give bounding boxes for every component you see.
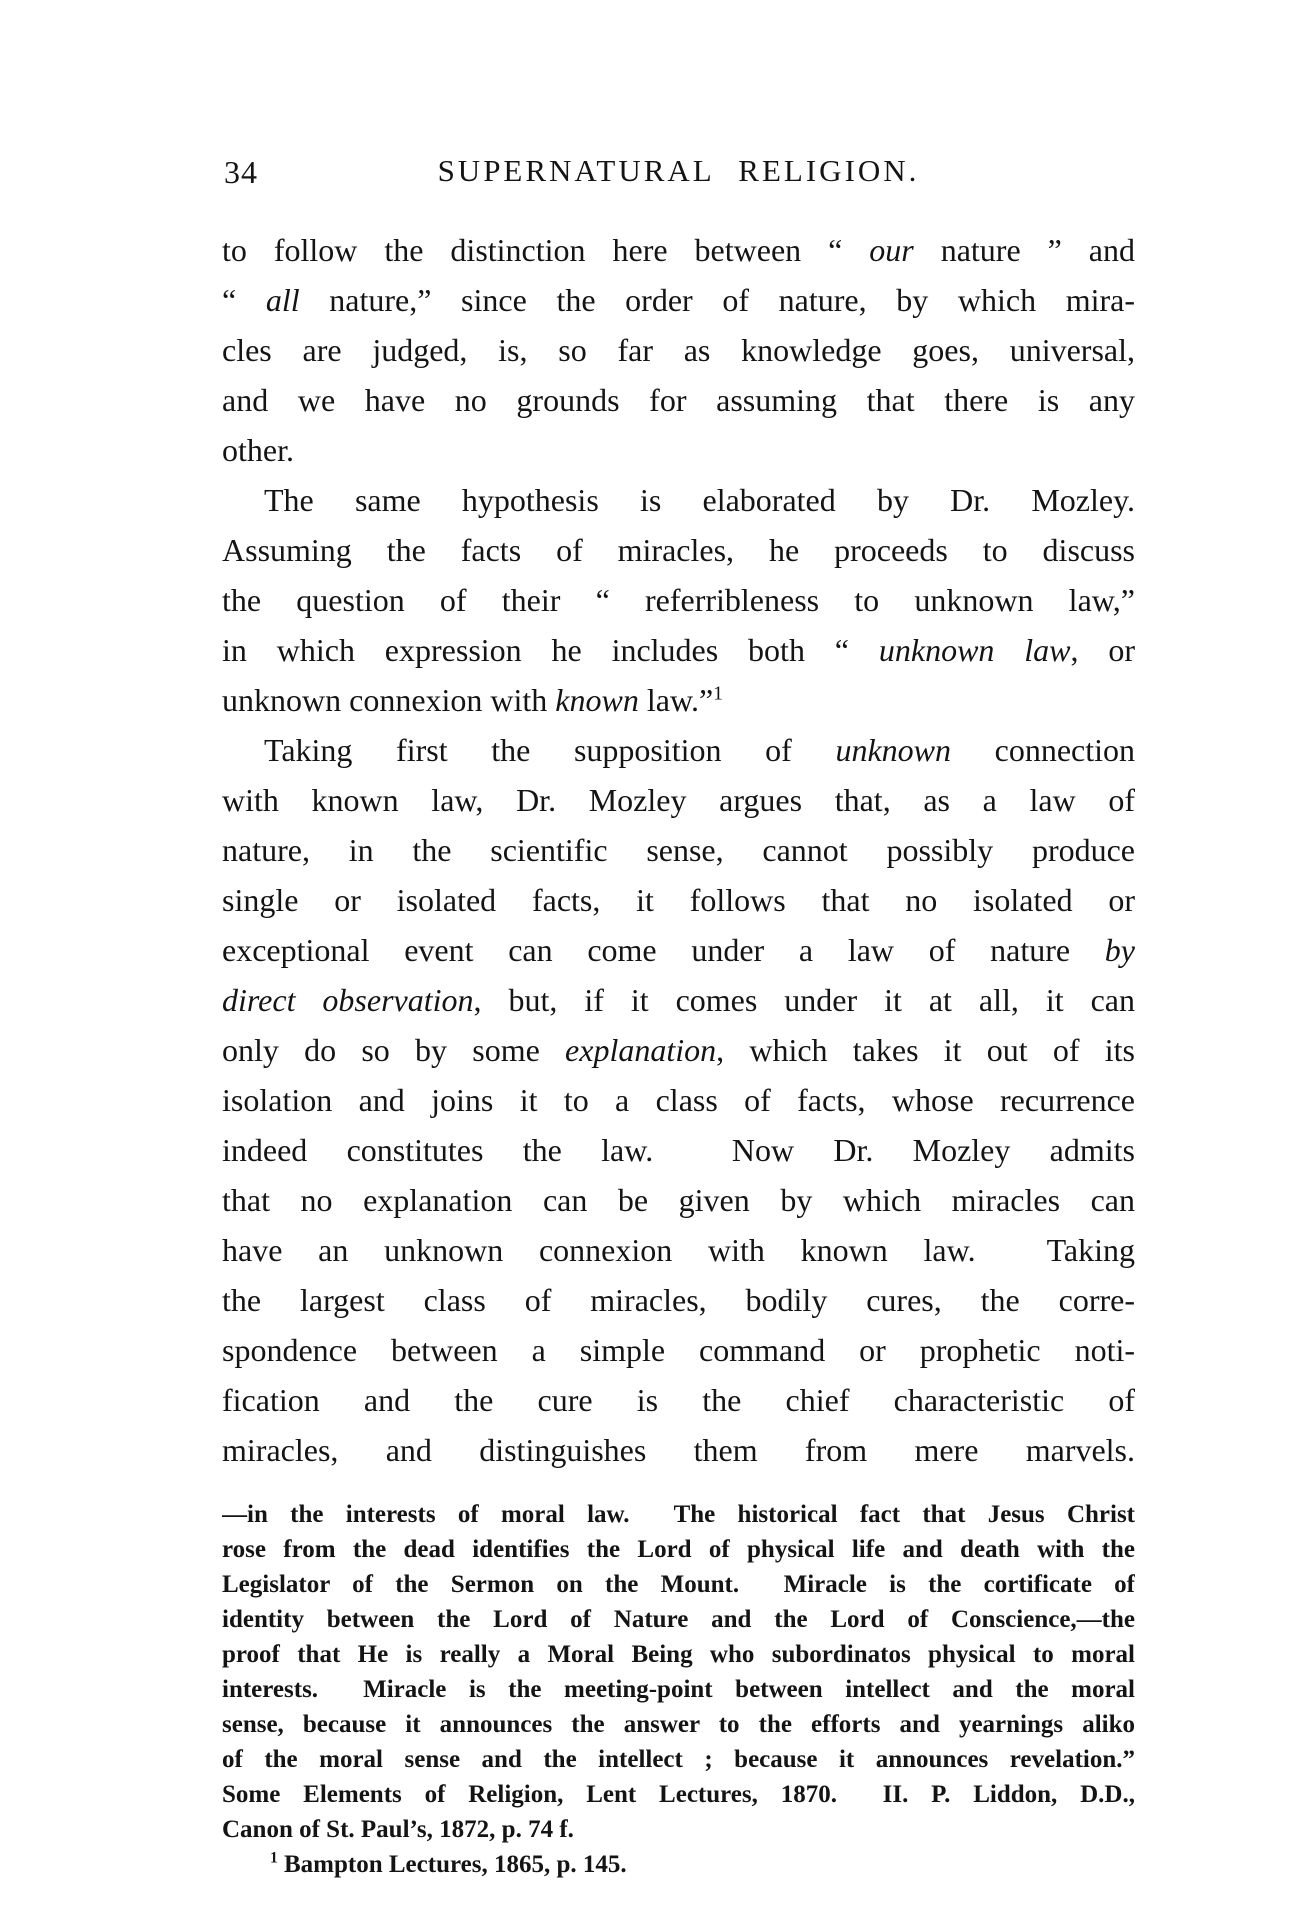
body-line: Taking first the supposition of unknown connection [264,732,1135,768]
body-line: The same hypothesis is elaborated by Dr. Mozley. [264,482,1135,518]
footnote-line: Some Elements of Religion, Lent Lectures, 1870. II. P. Liddon, D.D., [222,1781,1135,1808]
body-line: spondence between a simple command or prophetic noti- [222,1332,1135,1368]
body-line: direct observation, but, if it comes under it at all, it can [222,982,1135,1018]
running-title: SUPERNATURAL RELIGION. [437,153,920,188]
body-line: single or isolated facts, it follows that no isolated or [222,882,1135,918]
footnote-marker: 1 [270,1849,278,1867]
body-line: unknown connexion with known law.”$^1$ [222,682,724,718]
body-line: cles are judged, is, so far as knowledge goes, universal, [222,332,1135,368]
body-line: nature, in the scientific sense, cannot possibly produce [222,832,1135,868]
footnote-line: $^1$ Bampton Lectures, 1865, p. 145. [270,1849,627,1878]
body-line: isolation and joins it to a class of facts, whose recurrence [222,1082,1135,1118]
footnote-line: identity between the Lord of Nature and the Lord of Conscience,—the [222,1606,1135,1633]
footnote-line: interests. Miracle is the meeting-point between intellect and the moral [222,1676,1135,1703]
body-line: “ all nature,” since the order of nature, by which mira- [222,282,1135,318]
footnote-marker: 1 [713,682,724,705]
body-line: other. [222,432,294,468]
footnote-block [222,1497,1135,1882]
footnote-line: proof that He is really a Moral Being who subordinatos physical to moral [222,1641,1135,1668]
page-number: 34 [224,154,258,190]
footnote-line: sense, because it announces the answer to the efforts and yearnings aliko [222,1711,1135,1738]
body-line: have an unknown connexion with known law. Taking [222,1232,1135,1268]
text-block [222,0,1135,1882]
body-line: to follow the distinction here between “ our nature ” and [222,232,1135,268]
body-line: only do so by some explanation, which takes it out of its [222,1032,1135,1068]
running-header [222,152,1135,192]
body-line: that no explanation can be given by which miracles can [222,1182,1135,1218]
body-line: fication and the cure is the chief characteristic of [222,1382,1135,1418]
body-line: and we have no grounds for assuming that there is any [222,382,1135,418]
footnote-line: Canon of St. Paul’s, 1872, p. 74 f. [222,1816,574,1843]
footnote-line: Legislator of the Sermon on the Mount. Miracle is the cortificate of [222,1571,1135,1598]
footnote-line: of the moral sense and the intellect ; because it announces revelation.” [222,1746,1135,1773]
body-line: indeed constitutes the law. Now Dr. Mozley admits [222,1132,1135,1168]
body-line: in which expression he includes both “ unknown law, or [222,632,1135,668]
body-line: the largest class of miracles, bodily cures, the corre- [222,1282,1135,1318]
footnote-line: rose from the dead identifies the Lord of physical life and death with the [222,1536,1135,1563]
body-line: exceptional event can come under a law of nature by [222,932,1135,968]
footnote-line: —in the interests of moral law. The historical fact that Jesus Christ [222,1501,1135,1528]
body-text [222,225,1135,1475]
body-line: the question of their “ referribleness to unknown law,” [222,582,1135,618]
body-line: miracles, and distinguishes them from mere marvels. [222,1432,1135,1468]
body-line: Assuming the facts of miracles, he proceeds to discuss [222,532,1135,568]
body-line: with known law, Dr. Mozley argues that, as a law of [222,782,1135,818]
